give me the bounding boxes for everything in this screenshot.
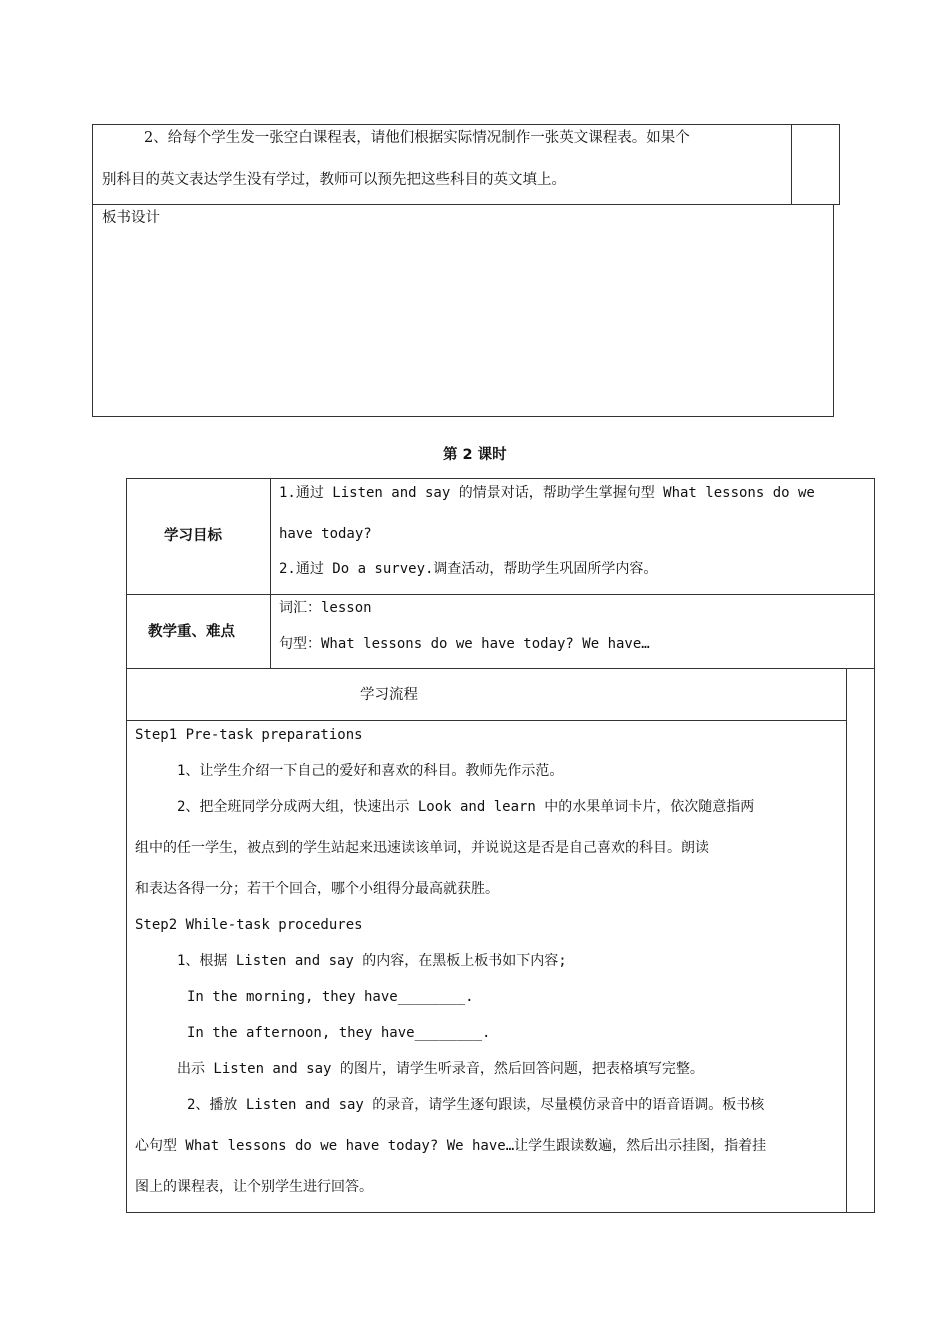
top-para-line-1: 2、给每个学生发一张空白课程表，请他们根据实际情况制作一张英文课程表。如果个 bbox=[144, 130, 690, 146]
process-line: In the morning, they have________. bbox=[187, 989, 474, 1005]
process-line: 和表达各得一分；若干个回合，哪个小组得分最高就获胜。 bbox=[135, 881, 499, 897]
key-points-line-2: 句型：What lessons do we have today? We have… bbox=[279, 636, 650, 652]
key-points-line-1: 词汇：lesson bbox=[279, 600, 372, 616]
objectives-label: 学习目标 bbox=[164, 528, 222, 544]
process-line: 1、根据 Listen and say 的内容，在黑板上板书如下内容; bbox=[177, 953, 567, 969]
top-para-line-2: 别科目的英文表达学生没有学过，教师可以预先把这些科目的英文填上。 bbox=[102, 172, 566, 188]
process-line: Step1 Pre-task preparations bbox=[135, 727, 363, 743]
objectives-row-divider bbox=[126, 594, 875, 595]
objectives-col-divider bbox=[270, 478, 271, 669]
process-line: 心句型 What lessons do we have today? We have…让学生跟读数遍，然后出示挂图，指着挂 bbox=[135, 1138, 767, 1154]
process-line: 图上的课程表，让个别学生进行回答。 bbox=[135, 1179, 373, 1195]
process-header: 学习流程 bbox=[360, 687, 418, 703]
process-header-divider bbox=[126, 720, 846, 721]
top-table-divider bbox=[791, 124, 792, 205]
objectives-line-2: have today? bbox=[279, 526, 372, 542]
process-line: 2、播放 Listen and say 的录音，请学生逐句跟读，尽量模仿录音中的语音语调。板书核 bbox=[187, 1097, 765, 1113]
board-design-cell bbox=[92, 204, 834, 417]
process-line: In the afternoon, they have________. bbox=[187, 1025, 491, 1041]
lesson-title: 第 2 课时 bbox=[443, 447, 507, 463]
process-line: Step2 While-task procedures bbox=[135, 917, 363, 933]
process-line: 2、把全班同学分成两大组，快速出示 Look and learn 中的水果单词卡片，依次随意指两 bbox=[177, 799, 755, 815]
objectives-line-3: 2.通过 Do a survey.调查活动，帮助学生巩固所学内容。 bbox=[279, 561, 658, 577]
process-line: 1、让学生介绍一下自己的爱好和喜欢的科目。教师先作示范。 bbox=[177, 763, 564, 779]
process-side-divider bbox=[846, 668, 847, 1213]
objectives-line-1: 1.通过 Listen and say 的情景对话，帮助学生掌握句型 What lessons do we bbox=[279, 485, 815, 501]
process-table bbox=[126, 668, 875, 1213]
process-line: 组中的任一学生，被点到的学生站起来迅速读该单词，并说说这是否是自己喜欢的科目。朗读 bbox=[135, 840, 709, 856]
key-points-label: 教学重、难点 bbox=[148, 624, 235, 640]
process-line: 出示 Listen and say 的图片，请学生听录音，然后回答问题，把表格填写完整。 bbox=[177, 1061, 704, 1077]
board-design-label: 板书设计 bbox=[102, 210, 160, 226]
